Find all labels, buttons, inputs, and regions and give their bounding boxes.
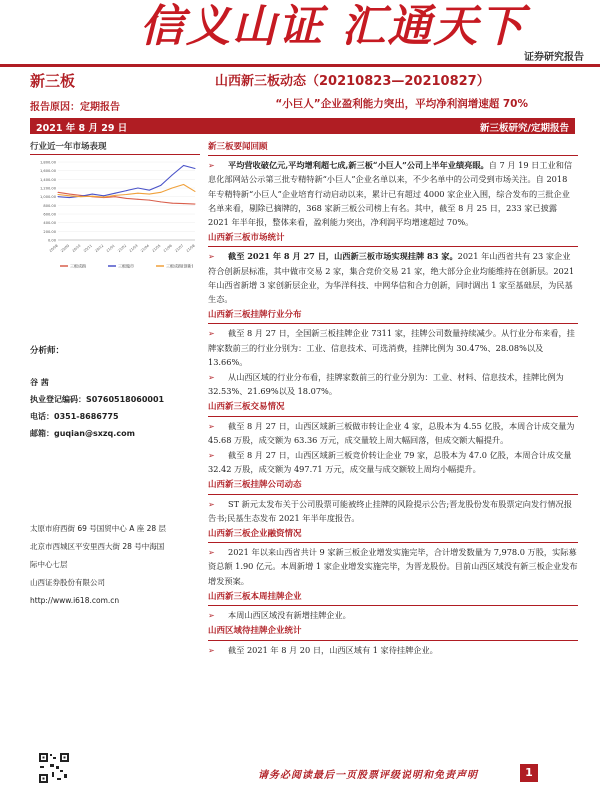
data-point bbox=[195, 191, 196, 192]
data-point bbox=[115, 195, 116, 196]
footer bbox=[0, 760, 600, 790]
arrow-bullet-icon: ➢ bbox=[208, 328, 215, 339]
data-point bbox=[160, 201, 161, 202]
arrow-bullet-icon: ➢ bbox=[208, 450, 215, 461]
data-point bbox=[172, 188, 173, 189]
y-tick-label: 0.00 bbox=[47, 238, 56, 243]
arrow-bullet-icon: ➢ bbox=[208, 547, 215, 558]
report-subtitle: “小巨人”企业盈利能力突出，平均净利润增速超 70% bbox=[275, 98, 528, 110]
data-point bbox=[183, 165, 184, 166]
legend-label: 三板成指 bbox=[70, 263, 86, 269]
data-point bbox=[58, 192, 59, 193]
section-heading: 山西新三板挂牌行业分布 bbox=[208, 308, 578, 324]
section-heading: 新三板要闻回顾 bbox=[208, 140, 578, 156]
legend-label: 三板成指(创新) bbox=[166, 263, 194, 269]
y-tick-label: 400.00 bbox=[43, 221, 56, 226]
data-point bbox=[126, 194, 127, 195]
disclaimer-note: 请务必阅读最后一页股票评级说明和免责声明 bbox=[258, 770, 478, 781]
address-line: 际中心七层 bbox=[30, 560, 68, 569]
arrow-bullet-icon: ➢ bbox=[208, 160, 215, 171]
arrow-bullet-icon: ➢ bbox=[208, 420, 215, 431]
series-line-1 bbox=[58, 165, 195, 197]
sidebar bbox=[30, 140, 200, 282]
paragraph-lead: 截至 2021 年 8 月 27 日，山西新三板市场实现挂牌 83 家。 bbox=[228, 251, 458, 262]
data-point bbox=[92, 194, 93, 195]
arrow-bullet-icon: ➢ bbox=[208, 610, 215, 621]
y-tick-label: 1,800.00 bbox=[39, 160, 56, 165]
x-tick-label: 21/06 bbox=[162, 243, 173, 254]
section-paragraph bbox=[208, 249, 578, 306]
data-point bbox=[149, 194, 150, 195]
data-point bbox=[103, 197, 104, 198]
report-type: 证券研究报告 bbox=[524, 52, 584, 63]
arrow-bullet-icon: ➢ bbox=[208, 372, 215, 383]
x-tick-label: 21/08 bbox=[185, 243, 196, 254]
report-reason: 报告原因：定期报告 bbox=[30, 102, 120, 113]
arrow-bullet-icon: ➢ bbox=[208, 498, 215, 509]
paragraph-text: 截至 8 月 27 日，山西区域新三板竞价转让企业 79 家，总股本为 47.0 亿股，本周合计成交量 32.42 万股，成交额为 497.71 万元，成交量与成交额较上周均小幅提升。 bbox=[208, 450, 572, 475]
paragraph-lead: 平均营收破亿元,平均增利超七成,新三板“小巨人”公司上半年业绩亮眼。 bbox=[228, 160, 489, 171]
data-point bbox=[183, 184, 184, 185]
data-point bbox=[160, 185, 161, 186]
date-bar bbox=[30, 118, 575, 134]
y-tick-label: 1,600.00 bbox=[39, 169, 56, 174]
analyst-license: 执业登记编码：S0760518060001 bbox=[30, 395, 165, 404]
category-label: 新三板 bbox=[30, 72, 76, 90]
y-tick-label: 1,000.00 bbox=[39, 195, 56, 200]
data-point bbox=[80, 196, 81, 197]
data-point bbox=[126, 198, 127, 199]
x-tick-label: 20/11 bbox=[82, 243, 93, 254]
x-tick-label: 20/08 bbox=[48, 243, 59, 254]
report-column: 新三板研究/定期报告 bbox=[480, 123, 569, 134]
paragraph-text: 截至 2021 年 8 月 20 日，山西区域有 1 家待挂牌企业。 bbox=[228, 644, 438, 655]
legend-label: 三板做市 bbox=[118, 263, 134, 269]
paragraph-text: 本周山西区域没有新增挂牌企业。 bbox=[228, 610, 351, 621]
data-point bbox=[172, 175, 173, 176]
section-heading: 山西新三板挂牌公司动态 bbox=[208, 478, 578, 494]
paragraph-text: 2021 年山西省共有 23 家企业符合创新层标准，其中做市交易 2 家，集合竞价交易 21 家，绝大部分企业均能维持在创新层。2021 年山西省新增 3 家创新层企业，为华洋科技、中网华信和合力创新，同时调出 1 家至基础层，为民基生态。 bbox=[208, 251, 575, 305]
paragraph-text: 自 7 月 19 日工业和信息化部网站公示第三批专精特新“小巨人”企业名单以来，不少名单中的公司受到市场关注。自 2018 年专精特新“小巨人”企业培育行动启动以来，累计已有超过 4000 家企业入围，综合发布的三批企业名单来看，剔除已摘牌的，368 家新三板公司榜上有名。其中，截至 8 月 25 日，233 家已披露 2021 年半年报，整体来看，盈利能力突出，净利润平均增速超过 70%。 bbox=[208, 160, 573, 228]
divider bbox=[0, 64, 600, 67]
data-point bbox=[160, 192, 161, 193]
analyst-info bbox=[30, 374, 164, 442]
section-heading: 山西新三板市场统计 bbox=[208, 231, 578, 247]
section-heading: 山西新三板本周挂牌企业 bbox=[208, 590, 578, 606]
paragraph-text: 截至 8 月 27 日，全国新三板挂牌企业 7311 家，挂牌公司数量持续减少。从行业分布来看，挂牌家数前三的行业分别为：工业、信息技术、可选消费，挂牌比例为 30.47%、28.08%以及 13.66%。 bbox=[208, 328, 575, 367]
arrow-bullet-icon: ➢ bbox=[208, 644, 215, 655]
data-point bbox=[172, 203, 173, 204]
company-address bbox=[30, 520, 166, 610]
header-banner bbox=[0, 0, 600, 64]
address-line: 太原市府西街 69 号国贸中心 A 座 28 层 bbox=[30, 524, 167, 533]
chart-title: 行业近一年市场表现 bbox=[30, 142, 107, 152]
data-point bbox=[195, 204, 196, 205]
y-tick-label: 200.00 bbox=[43, 229, 56, 234]
data-point bbox=[103, 195, 104, 196]
section-paragraph bbox=[208, 643, 578, 657]
data-point bbox=[126, 190, 127, 191]
section-paragraph bbox=[208, 448, 578, 476]
section-paragraph bbox=[208, 608, 578, 622]
analyst-phone: 电话：0351-8686775 bbox=[30, 412, 119, 421]
data-point bbox=[58, 194, 59, 195]
x-tick-label: 21/07 bbox=[174, 243, 185, 254]
data-point bbox=[195, 168, 196, 169]
section-paragraph bbox=[208, 326, 578, 369]
data-point bbox=[115, 193, 116, 194]
data-point bbox=[58, 196, 59, 197]
x-tick-label: 21/03 bbox=[128, 243, 139, 254]
x-tick-label: 21/02 bbox=[117, 243, 128, 254]
analyst-label: 分析师： bbox=[30, 346, 65, 356]
arrow-bullet-icon: ➢ bbox=[208, 251, 215, 262]
section-heading: 山西新三板交易情况 bbox=[208, 400, 578, 416]
paragraph-text: 从山西区域的行业分布看，挂牌家数前三的行业分别为：工业、材料、信息技术，挂牌比例为 32.53%、21.69%以及 18.07%。 bbox=[208, 372, 564, 397]
y-tick-label: 600.00 bbox=[43, 212, 56, 217]
data-point bbox=[137, 188, 138, 189]
section-heading: 山西区域待挂牌企业统计 bbox=[208, 624, 578, 640]
section-paragraph bbox=[208, 370, 578, 398]
slogan: 信义山证 汇通天下 bbox=[140, 1, 526, 52]
y-tick-label: 1,200.00 bbox=[39, 186, 56, 191]
website-link[interactable]: http://www.i618.com.cn bbox=[30, 596, 120, 605]
section-heading: 山西新三板企业融资情况 bbox=[208, 527, 578, 543]
section-paragraph bbox=[208, 158, 578, 229]
paragraph-text: ST 新元太发布关于公司股票可能被终止挂牌的风险提示公告;晋龙股份发布股票定向发行情况报告书;民基生态发布 2021 年半年度报告。 bbox=[208, 498, 572, 523]
section-paragraph bbox=[208, 419, 578, 447]
data-point bbox=[69, 195, 70, 196]
x-tick-label: 20/09 bbox=[59, 243, 71, 254]
address-line: 北京市西城区平安里西大街 28 号中海国 bbox=[30, 542, 165, 551]
report-title: 山西新三板动态（20210823—20210827） bbox=[215, 74, 490, 89]
paragraph-text: 截至 8 月 27 日，山西区域新三板做市转让企业 4 家，总股本为 4.55 亿股，本周合计成交量为 45.68 万股，成交额为 63.36 万元，成交量较上周大幅回落，但成交额大幅提升。 bbox=[208, 420, 575, 445]
paragraph-text: 2021 年以来山西省共计 9 家新三板企业增发实施完毕，合计增发数量为 7,978.0 万股，实际募资总额 1.90 亿元。本周新增 1 家企业增发实施完毕，为晋龙股份。目前山西区域没有新三板企业发布增发预案。 bbox=[208, 547, 578, 586]
data-point bbox=[183, 203, 184, 204]
data-point bbox=[69, 197, 70, 198]
data-point bbox=[69, 194, 70, 195]
data-point bbox=[149, 190, 150, 191]
section-paragraph bbox=[208, 497, 578, 525]
main-content bbox=[208, 138, 578, 658]
y-tick-label: 800.00 bbox=[43, 203, 56, 208]
x-tick-label: 21/04 bbox=[139, 243, 150, 254]
x-tick-label: 20/10 bbox=[71, 243, 82, 254]
data-point bbox=[149, 200, 150, 201]
x-tick-label: 21/01 bbox=[105, 243, 116, 254]
divider bbox=[30, 154, 200, 155]
y-tick-label: 1,400.00 bbox=[39, 177, 56, 182]
data-point bbox=[137, 199, 138, 200]
report-date: 2021 年 8 月 29 日 bbox=[36, 123, 128, 134]
page-number: 1 bbox=[520, 764, 538, 782]
data-point bbox=[137, 193, 138, 194]
analyst-email[interactable]: 邮箱：guqian@sxzq.com bbox=[30, 429, 135, 438]
data-point bbox=[92, 196, 93, 197]
x-tick-label: 21/05 bbox=[151, 243, 162, 254]
section-paragraph bbox=[208, 545, 578, 588]
data-point bbox=[115, 196, 116, 197]
x-tick-label: 20/12 bbox=[94, 243, 105, 254]
analyst-name: 谷 茜 bbox=[30, 378, 49, 387]
address-line: 山西证券股份有限公司 bbox=[30, 578, 105, 587]
market-chart bbox=[30, 158, 200, 278]
